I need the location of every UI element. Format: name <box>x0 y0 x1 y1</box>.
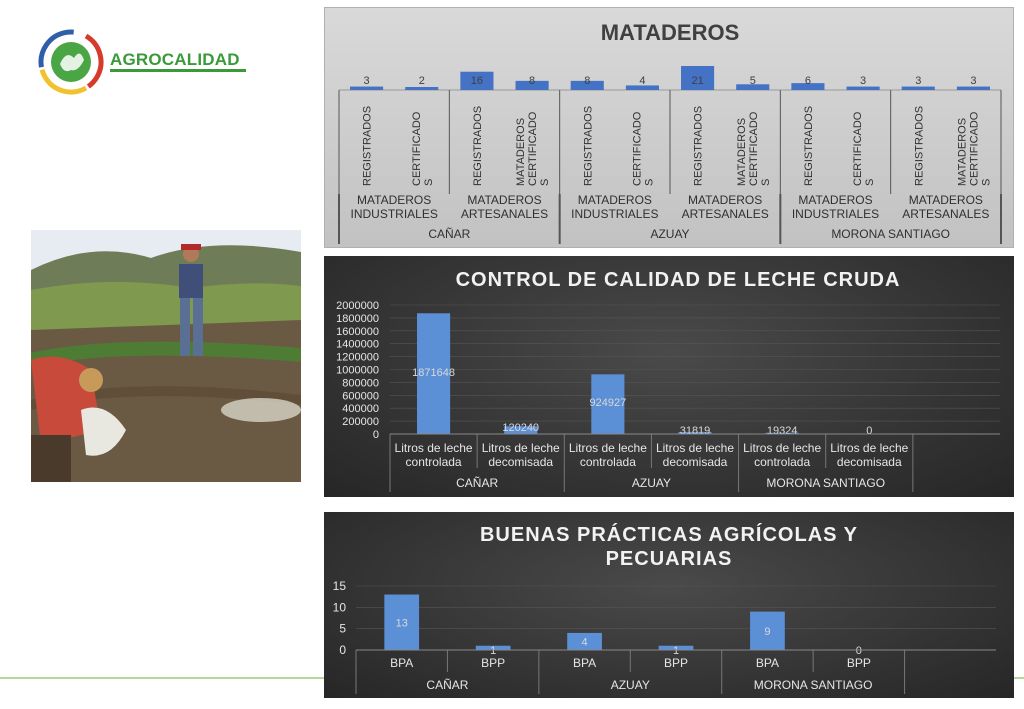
data-label: 4 <box>639 75 646 87</box>
x-tick-label: Litros de leche <box>568 441 647 455</box>
data-label: 5 <box>749 75 756 87</box>
data-label: 3 <box>363 75 370 87</box>
tick-label-line: CERTIFICADO <box>747 111 760 186</box>
brand-underline <box>110 69 246 72</box>
tick-label-line: S <box>864 178 877 186</box>
data-label: 9 <box>764 625 771 638</box>
leche-chart <box>324 256 1014 497</box>
y-tick-label: 0 <box>372 429 379 441</box>
tick-label-line: CERTIFICADO <box>968 111 981 186</box>
tick-label-line: S <box>539 178 552 186</box>
tick-label-line: REGISTRADOS <box>582 105 595 186</box>
tick-label-line: REGISTRADOS <box>913 105 926 186</box>
y-tick-label: 400000 <box>342 403 379 416</box>
data-label: 0 <box>866 425 873 437</box>
chart-title: MATADEROS <box>600 20 740 45</box>
x-tick-label: BPP <box>481 656 506 670</box>
data-label: 3 <box>970 75 977 87</box>
tick-label-line: MATADEROS <box>956 117 969 186</box>
data-label: 3 <box>860 75 867 87</box>
tick-label <box>736 111 772 186</box>
bar <box>847 87 880 90</box>
data-label: 1871648 <box>412 367 455 379</box>
x-tick-label: Litros de leche <box>830 441 909 455</box>
chart-title: BUENAS PRÁCTICAS AGRÍCOLAS Y PECUARIAS <box>479 524 859 570</box>
data-label: 8 <box>529 75 536 87</box>
tick-label-line: S <box>980 178 993 186</box>
tick-label-line: MATADEROS <box>515 117 528 186</box>
group-label: AZUAY <box>650 227 690 241</box>
group-label: MORONA SANTIAGO <box>766 476 886 490</box>
x-tick-label: BPA <box>390 656 414 670</box>
group-label: AZUAY <box>610 678 650 692</box>
buenas-practicas-chart-panel <box>324 512 1014 698</box>
y-tick-label: 1000000 <box>336 364 379 377</box>
x-tick-label: BPP <box>846 656 871 670</box>
tick-label <box>956 111 992 186</box>
data-label: 4 <box>581 636 588 649</box>
y-tick-label: 10 <box>332 600 346 615</box>
bar <box>902 87 935 90</box>
y-tick-label: 1800000 <box>336 312 379 325</box>
x-tick-label: Litros de leche <box>655 441 735 455</box>
data-label: 2 <box>418 75 425 87</box>
group-label: CAÑAR <box>456 476 499 490</box>
subgroup-label: INDUSTRIALES <box>350 207 438 221</box>
tick-label <box>803 106 815 186</box>
logo-emblem-icon <box>38 26 108 98</box>
tick-label-line: REGISTRADOS <box>802 105 815 186</box>
x-tick-label: controlada <box>754 455 811 469</box>
group-label: MORONA SANTIAGO <box>753 678 873 692</box>
tick-label <box>472 106 484 186</box>
x-tick-label: BPA <box>573 656 597 670</box>
subgroup-label: MATADEROS <box>577 193 652 207</box>
tick-label-line: REGISTRADOS <box>361 105 374 186</box>
group-label: AZUAY <box>631 476 671 490</box>
x-tick-label: controlada <box>579 455 636 469</box>
footer-rule <box>0 677 324 679</box>
mataderos-chart <box>325 8 1015 249</box>
tick-label <box>631 111 655 186</box>
y-tick-label: 600000 <box>342 390 379 403</box>
subgroup-label: MATADEROS <box>688 193 763 207</box>
group-label: CAÑAR <box>426 678 469 692</box>
x-tick-label: decomisada <box>488 455 554 469</box>
brand-name: AGROCALIDAD <box>110 50 240 69</box>
data-label: 13 <box>395 617 408 630</box>
group-label: CAÑAR <box>428 227 471 241</box>
tick-label <box>582 106 594 186</box>
tick-label <box>411 111 435 186</box>
mataderos-chart-panel <box>324 7 1014 248</box>
data-label: 1 <box>672 645 680 657</box>
data-label: 31819 <box>679 425 711 437</box>
data-label: 6 <box>804 75 811 87</box>
data-label: 0 <box>855 645 862 657</box>
data-label: 8 <box>584 75 591 87</box>
tick-label <box>913 106 925 186</box>
data-label: 3 <box>915 75 922 87</box>
x-tick-label: decomisada <box>662 455 728 469</box>
x-tick-label: Litros de leche <box>743 441 822 455</box>
tick-label-line: S <box>759 178 772 186</box>
y-tick-label: 15 <box>332 579 346 593</box>
tick-label <box>515 111 551 186</box>
tick-label-line: REGISTRADOS <box>471 105 484 186</box>
chart-title: CONTROL DE CALIDAD DE LECHE CRUDA <box>455 269 901 291</box>
subgroup-label: MATADEROS <box>467 193 542 207</box>
subgroup-label: ARTESANALES <box>460 207 549 221</box>
buenas-practicas-chart <box>324 512 1014 698</box>
tick-label-line: CERTIFICADO <box>852 111 865 186</box>
tick-label-line: CERTIFICADO <box>631 111 644 186</box>
data-label: 19324 <box>766 425 798 437</box>
y-tick-label: 1400000 <box>336 338 379 351</box>
data-label: 120240 <box>502 422 540 434</box>
subgroup-label: INDUSTRIALES <box>571 207 659 221</box>
tick-label-line: CERTIFICADO <box>410 111 423 186</box>
farm-workers-photo <box>31 230 301 482</box>
bar <box>405 87 438 90</box>
tick-label-line: MATADEROS <box>735 117 748 186</box>
y-tick-label: 800000 <box>342 377 379 390</box>
data-label: 21 <box>691 75 704 87</box>
y-tick-label: 1200000 <box>336 351 379 364</box>
subgroup-label: MATADEROS <box>798 193 873 207</box>
y-tick-label: 200000 <box>342 416 379 429</box>
subgroup-label: ARTESANALES <box>902 207 990 221</box>
subgroup-label: MATADEROS <box>357 193 432 207</box>
bar <box>957 87 990 90</box>
x-tick-label: Litros de leche <box>481 441 560 455</box>
leche-chart-panel <box>324 256 1014 497</box>
tick-label <box>852 111 876 186</box>
y-tick-label: 1600000 <box>336 325 379 338</box>
x-tick-label: BPP <box>663 656 689 670</box>
data-label: 1 <box>490 645 497 657</box>
x-tick-label: decomisada <box>836 455 902 469</box>
y-tick-label: 0 <box>339 643 346 657</box>
tick-label-line: CERTIFICADO <box>527 111 540 186</box>
y-tick-label: 5 <box>339 621 346 636</box>
group-label: MORONA SANTIAGO <box>831 227 951 241</box>
x-tick-label: controlada <box>405 455 462 469</box>
x-tick-label: BPA <box>755 656 779 670</box>
data-label: 16 <box>470 75 484 87</box>
subgroup-label: MATADEROS <box>908 193 983 207</box>
data-label: 924927 <box>589 397 627 409</box>
tick-label-line: REGISTRADOS <box>692 105 705 186</box>
tick-label <box>693 106 705 186</box>
bar <box>350 87 383 90</box>
x-tick-label: Litros de leche <box>394 441 473 455</box>
tick-label-line: S <box>422 178 435 186</box>
tick-label <box>362 106 374 186</box>
tick-label-line: S <box>643 178 656 186</box>
subgroup-label: ARTESANALES <box>681 207 769 221</box>
y-tick-label: 2000000 <box>336 300 379 312</box>
subgroup-label: INDUSTRIALES <box>791 207 880 221</box>
footer-rule-right <box>1014 677 1024 679</box>
